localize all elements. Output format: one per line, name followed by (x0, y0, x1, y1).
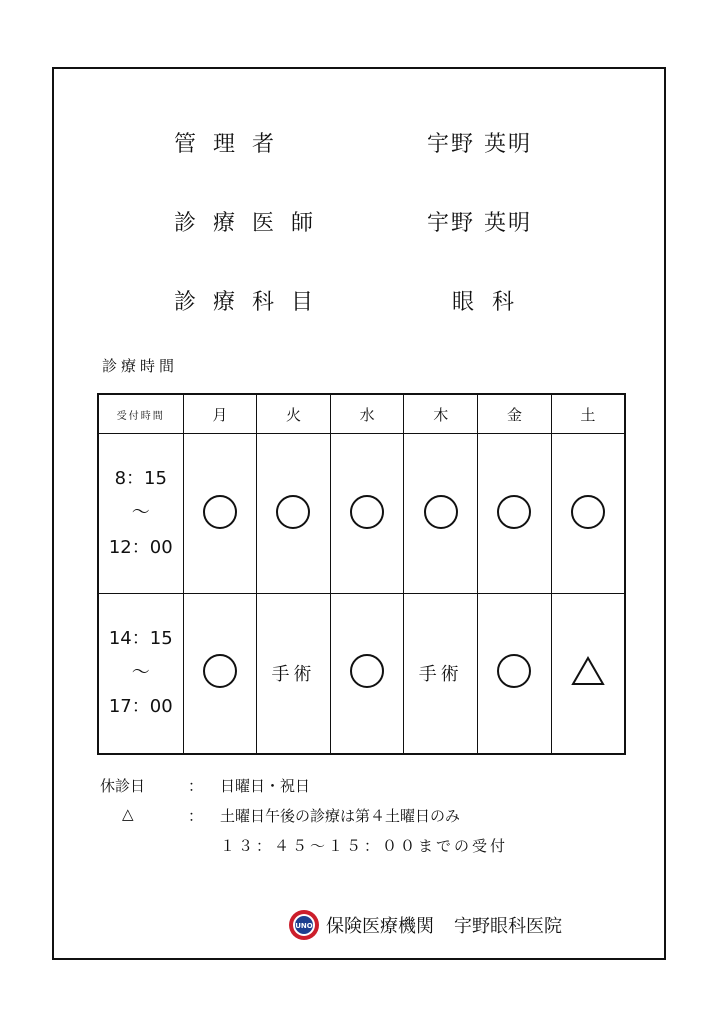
manager-name: 宇野 英明 (427, 132, 532, 157)
open-circle-icon (350, 495, 384, 529)
surgery-label: 手術 (418, 664, 463, 686)
morning-end: 12：00 (108, 536, 173, 558)
clinic-logo-icon (288, 909, 320, 941)
open-circle-icon (497, 654, 531, 688)
day-header: 土 (551, 394, 625, 434)
notice-frame (52, 67, 666, 960)
triangle-icon (571, 656, 605, 686)
day-header: 金 (478, 394, 552, 434)
surgery-label: 手術 (271, 664, 316, 686)
day-header: 水 (330, 394, 404, 434)
schedule-table (97, 393, 626, 755)
schedule-cell (183, 434, 257, 594)
morning-sep: ～ (131, 502, 150, 524)
department-row (54, 285, 664, 325)
afternoon-end: 17：00 (108, 696, 173, 718)
schedule-cell (330, 434, 404, 594)
day-header: 火 (257, 394, 331, 434)
open-circle-icon (203, 495, 237, 529)
open-circle-icon (424, 495, 458, 529)
footer (288, 909, 562, 941)
open-circle-icon (571, 495, 605, 529)
closed-colon: ： (188, 777, 204, 795)
schedule-header-row (98, 394, 625, 434)
doctor-label: 診療医師 (174, 211, 331, 236)
open-circle-icon (203, 654, 237, 688)
schedule-cell (551, 434, 625, 594)
clinic-name: 宇野眼科医院 (454, 916, 562, 937)
manager-label: 管理者 (174, 132, 292, 157)
insurance-institution: 保険医療機関 (326, 916, 434, 937)
triangle-text: 土曜日午後の診療は第４土曜日のみ (220, 807, 461, 825)
open-circle-icon (497, 495, 531, 529)
schedule-cell (257, 434, 331, 594)
reception-time-header: 受付時間 (98, 394, 183, 434)
schedule-cell (404, 594, 478, 754)
morning-time (98, 434, 183, 594)
day-header: 月 (183, 394, 257, 434)
afternoon-start: 14：15 (108, 627, 173, 649)
schedule-cell (183, 594, 257, 754)
closed-label: 休診日 (100, 777, 146, 795)
day-header: 木 (404, 394, 478, 434)
afternoon-row (98, 594, 625, 754)
open-circle-icon (276, 495, 310, 529)
department-label: 診療科目 (174, 290, 331, 315)
open-circle-icon (350, 654, 384, 688)
triangle-label: △ (122, 805, 134, 823)
triangle-colon: ： (188, 807, 204, 825)
doctor-name: 宇野 英明 (427, 211, 532, 236)
schedule-cell (404, 434, 478, 594)
department-value: 眼科 (452, 290, 533, 315)
schedule-cell (478, 434, 552, 594)
morning-row (98, 434, 625, 594)
schedule-cell (551, 594, 625, 754)
afternoon-time (98, 594, 183, 754)
schedule-cell (330, 594, 404, 754)
manager-row (54, 127, 664, 167)
morning-start: 8：15 (114, 468, 167, 490)
logo-text: UNO (295, 922, 313, 930)
hours-title: 診療時間 (102, 357, 179, 375)
afternoon-sep: ～ (131, 662, 150, 684)
schedule-cell (257, 594, 331, 754)
schedule-cell (478, 594, 552, 754)
doctor-row (54, 206, 664, 246)
triangle-hours: １３：４５～１５：００までの受付 (220, 837, 509, 855)
closed-value: 日曜日・祝日 (220, 777, 311, 795)
